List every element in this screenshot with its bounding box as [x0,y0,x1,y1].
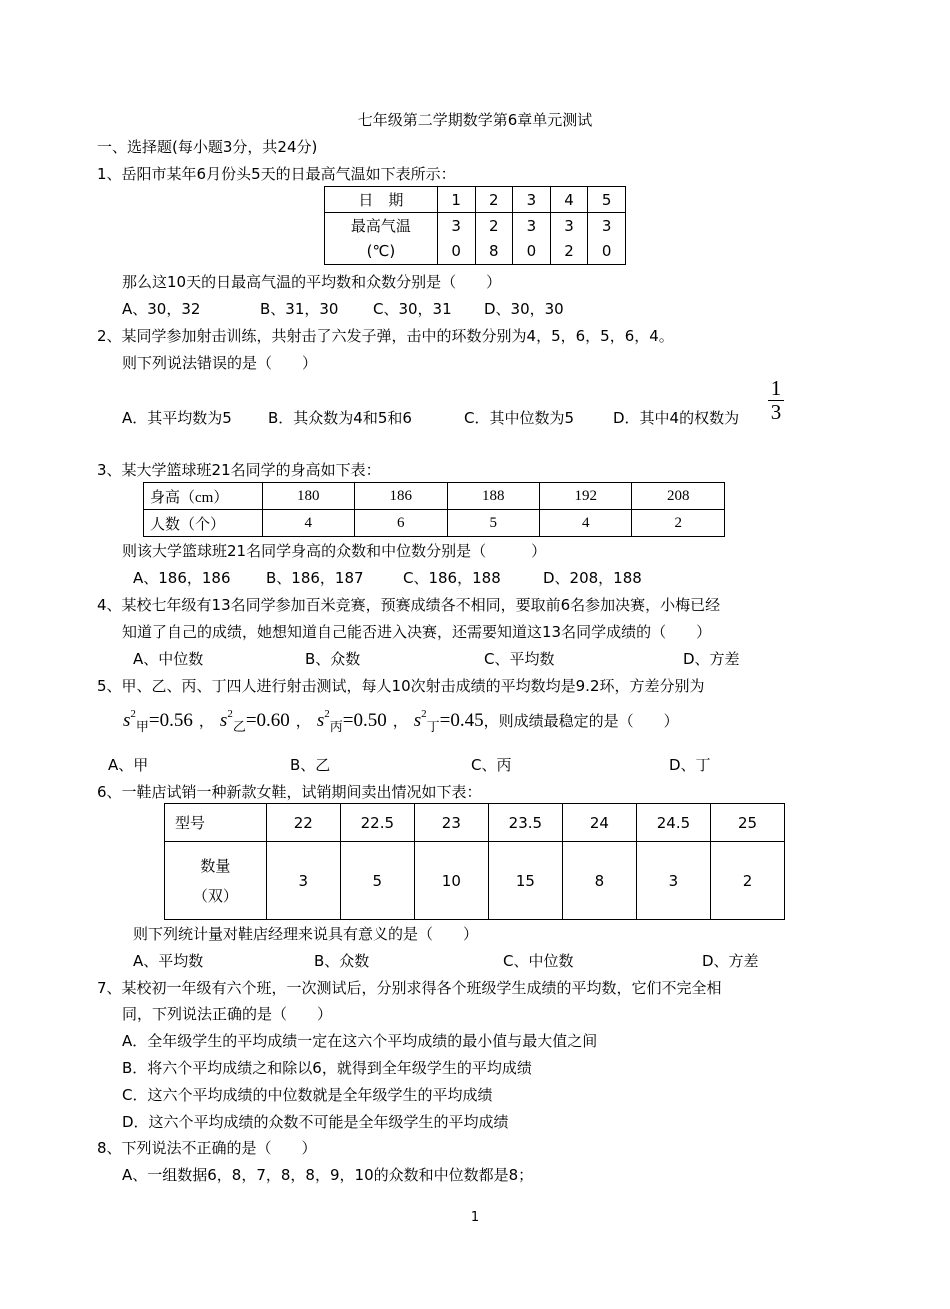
q3-question: 则该大学篮球班21名同学身高的众数和中位数分别是（ ） [122,542,547,560]
q8-option-a: A、一组数据6，8，7，8，8，9，10的众数和中位数都是8； [122,1166,534,1184]
q6-qty-label: 数量 （双） [165,842,267,920]
q1-day-cell: 2 [475,187,513,213]
q6-qty-cell: 8 [562,842,636,920]
q1-temp-label: 最高气温 (℃) [325,213,438,265]
variance-subscript: 丙 [329,719,343,734]
q3-header-cell: 192 [539,483,631,510]
q3-header-cell: 188 [447,483,539,510]
q3-stem: 3、某大学篮球班21名同学的身高如下表： [97,461,381,479]
q3-header-cell: 身高（cm） [144,483,263,510]
q4-option-d: D、方差 [683,650,740,668]
variance-subscript: 甲 [135,719,149,734]
q6-size-cell: 22 [266,804,340,842]
q1-day-cell: 1 [437,187,475,213]
q5-option-d: D、丁 [669,756,711,774]
q2-option-c: C．其中位数为5 [464,409,575,427]
q1-temp-cell: 3 0 [588,213,626,265]
q6-qty-cell: 3 [636,842,710,920]
page-title: 七年级第二学期数学第6章单元测试 [357,111,593,129]
q7-option-a: A．全年级学生的平均成绩一定在这六个平均成绩的最小值与最大值之间 [122,1032,598,1050]
variance-value: =0.50 [342,710,387,731]
q4-option-a: A、中位数 [133,650,204,668]
q3-header-cell: 208 [632,483,725,510]
q4-option-c: C、平均数 [484,650,555,668]
q6-qty-cell: 2 [711,842,785,920]
q6-qty-cell: 10 [414,842,488,920]
q2-question: 则下列说法错误的是（ ） [122,354,318,372]
q2-stem: 2、某同学参加射击训练，共射击了六发子弹，击中的环数分别为4，5，6，5，6，4。 [97,327,674,345]
variance-value: =0.45 [439,710,484,731]
q1-option-c: C、30，31 [373,300,452,318]
q4-line-1: 4、某校七年级有13名同学参加百米竞赛，预赛成绩各不相同，要取前6名参加决赛，小梅已经 [97,596,721,614]
q1-temp-cell: 3 0 [513,213,551,265]
fraction-denominator: 3 [770,400,782,424]
q8-stem: 8、下列说法不正确的是（ ） [97,1139,317,1157]
q5-variance-list: $s^2_甲=0.56$ ， $s^2_乙=0.60$ ， $s^2_丙=0.50$ ， $s^2_丁=0.45$，则成绩最稳定的是（ ） [123,708,679,734]
q4-option-b: B、众数 [305,650,361,668]
q2-option-d: D．其中4的权数为 [613,409,740,427]
fraction-numerator: 1 [770,376,782,400]
q6-option-c: C、中位数 [503,952,574,970]
q7-line-2: 同，下列说法正确的是（ ） [122,1005,333,1023]
q6-size-cell: 22.5 [340,804,414,842]
q6-stem: 6、一鞋店试销一种新款女鞋，试销期间卖出情况如下表： [97,783,482,801]
q3-header-cell: 186 [355,483,447,510]
q7-option-b: B．将六个平均成绩之和除以6，就得到全年级学生的平均成绩 [122,1059,532,1077]
variance-subscript: 乙 [232,719,246,734]
q2-option-b: B．其众数为4和5和6 [268,409,412,427]
q6-size-cell: 25 [711,804,785,842]
q1-date-label: 日 期 [325,187,438,213]
q6-qty-cell: 15 [488,842,562,920]
q1-question: 那么这10天的日最高气温的平均数和众数分别是（ ） [122,273,502,291]
q6-size-cell: 24 [562,804,636,842]
q3-option-d: D、208，188 [543,569,642,587]
q6-size-cell: 23.5 [488,804,562,842]
q6-option-a: A、平均数 [133,952,204,970]
q6-option-b: B、众数 [314,952,370,970]
q1-temp-cell: 3 2 [550,213,588,265]
section-heading: 一、选择题(每小题3分，共24分) [97,138,318,156]
page-number: 1 [470,1210,480,1225]
q7-option-d: D．这六个平均成绩的众数不可能是全年级学生的平均成绩 [122,1113,509,1131]
q3-height-table [143,482,725,537]
q1-option-d: D、30，30 [484,300,564,318]
q3-option-a: A、186，186 [133,569,231,587]
q3-option-c: C、186，188 [403,569,501,587]
q6-size-label: 型号 [165,804,267,842]
q1-temp-cell: 2 8 [475,213,513,265]
q5-question: ，则成绩最稳定的是（ ） [483,714,679,730]
q6-qty-cell: 3 [266,842,340,920]
q3-count-cell: 4 [539,510,631,537]
q5-line-1: 5、甲、乙、丙、丁四人进行射击测试，每人10次射击成绩的平均数均是9.2环，方差分别为 [97,677,705,695]
q6-qty-cell: 5 [340,842,414,920]
q7-option-c: C．这六个平均成绩的中位数就是全年级学生的平均成绩 [122,1086,493,1104]
q1-day-cell: 5 [588,187,626,213]
q2-fraction [768,378,784,423]
q6-question: 则下列统计量对鞋店经理来说具有意义的是（ ） [133,925,479,943]
q7-line-1: 7、某校初一年级有六个班，一次测试后，分别求得各个班级学生成绩的平均数，它们不完全相 [97,979,722,997]
q1-day-cell: 3 [513,187,551,213]
q1-option-b: B、31，30 [260,300,339,318]
q3-count-cell: 6 [355,510,447,537]
q1-day-cell: 4 [550,187,588,213]
q3-count-cell: 4 [262,510,354,537]
q1-temp-cell: 3 0 [437,213,475,265]
variance-subscript: 丁 [426,719,440,734]
q4-line-2: 知道了自己的成绩，她想知道自己能否进入决赛，还需要知道这13名同学成绩的（ ） [122,623,712,641]
q1-temperature-table [324,186,626,265]
variance-value: =0.60 [245,710,290,731]
q1-option-a: A、30，32 [122,300,201,318]
q3-count-cell: 2 [632,510,725,537]
q1-stem: 1、岳阳市某年6月份头5天的日最高气温如下表所示： [97,165,456,183]
q6-shoe-sales-table [164,803,785,920]
q6-size-cell: 23 [414,804,488,842]
q6-option-d: D、方差 [702,952,759,970]
q2-option-a: A．其平均数为5 [122,409,232,427]
q3-header-cell: 180 [262,483,354,510]
q3-count-cell: 5 [447,510,539,537]
q3-count-cell: 人数（个） [144,510,263,537]
q5-option-b: B、乙 [290,756,331,774]
q5-option-a: A、甲 [108,756,149,774]
variance-value: =0.56 [148,710,193,731]
q5-option-c: C、丙 [471,756,512,774]
q3-option-b: B、186，187 [266,569,364,587]
q6-size-cell: 24.5 [636,804,710,842]
